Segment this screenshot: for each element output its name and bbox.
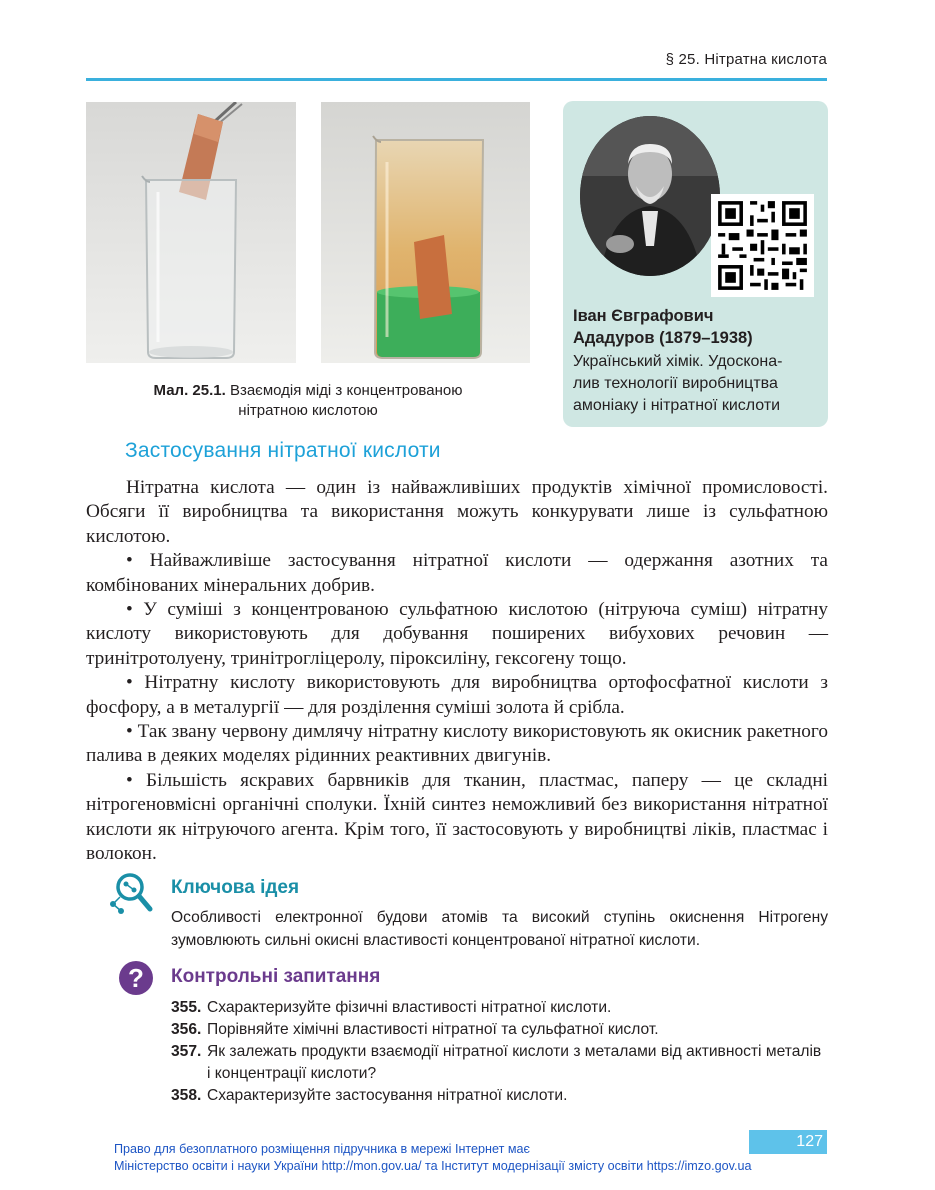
section-title: Застосування нітратної кислоти [125, 439, 441, 462]
figure-caption-text-line1: Взаємодія міді з концентрованою [229, 382, 463, 399]
figure-caption-text-line2: нітратною кислотою [238, 402, 378, 419]
running-head: § 25. Нітратна кислота [665, 51, 827, 68]
page-number: 127 [749, 1130, 827, 1154]
figure-caption-label: Мал. 25.1. [153, 382, 226, 399]
bio-name-line1: Іван Євграфович [573, 307, 714, 325]
question-number: 357. [171, 1043, 202, 1060]
questions-list [171, 997, 828, 1107]
paragraph: • Нітратну кислоту використовують для виробництва ортофосфатної кислоти з фосфору, а в металургії — для розділення суміші золота й срібла. [86, 672, 828, 718]
question-number: 356. [171, 1021, 202, 1038]
biography-box [563, 101, 828, 427]
paragraph: • Так звану червону димлячу нітратну кислоту використовують як окисник ракетного палива в деяких моделях рідинних реактивних двигунів. [86, 721, 828, 767]
photo-beaker-copper-reaction [321, 102, 530, 363]
figure-caption [86, 381, 530, 421]
key-idea-text: Особливості електронної будови атомів та високий ступінь окиснення Нітрогену зумовлюють сильні окисні властивості концентрованої нітратної кислоти. [171, 909, 828, 949]
bio-text-line: амоніаку і нітратної кислоти [573, 397, 781, 414]
question-item [171, 1041, 828, 1085]
question-item [171, 1019, 828, 1041]
question-item [171, 1085, 828, 1107]
question-item [171, 997, 828, 1019]
question-number: 358. [171, 1087, 202, 1104]
question-text: Як залежать продукти взаємодії нітратної кислоти з металами від активності металів і концентрації кислоти? [207, 1043, 822, 1082]
bio-name [573, 305, 823, 349]
footer-license [114, 1141, 751, 1175]
paragraph: • Найважливіше застосування нітратної кислоти — одержання азотних та комбінованих мінеральних добрив. [86, 550, 828, 596]
qr-code[interactable] [711, 194, 814, 297]
questions-title: Контрольні запитання [171, 966, 381, 987]
question-text: Схарактеризуйте фізичні властивості нітратної кислоти. [207, 999, 612, 1016]
photo-beaker-copper-before [86, 102, 296, 363]
body-text [86, 476, 828, 867]
paragraph: • У суміші з концентрованою сульфатною кислотою (нітруюча суміш) нітратну кислоту використовують для добування поширених вибухових речовин — тринітротолуену, тринітрогліцеролу, піроксиліну, гексогену тощо. [86, 599, 828, 669]
bio-description [573, 351, 828, 417]
key-idea-icon [108, 869, 154, 915]
header-rule [86, 78, 827, 81]
question-text: Порівняйте хімічні властивості нітратної та сульфатної кислот. [207, 1021, 659, 1038]
key-idea-title: Ключова ідея [171, 877, 300, 898]
paragraph: Нітратна кислота — один із найважливіших продуктів хімічної промисловості. Обсяги її виробництва та використання можуть конкурувати лише із сульфатною кислотою. [86, 477, 828, 547]
paragraph: • Більшість яскравих барвників для тканин, пластмас, паперу — це складні нітрогеновмісні органічні сполуки. Їхній синтез неможливий без використання нітратної кислоти як нітруючого агента. Крім того, її застосовують у виробництві ліків, пластмас і волокон. [86, 769, 828, 865]
bio-text-line: лив технології виробництва [573, 375, 778, 392]
question-text: Схарактеризуйте застосування нітратної кислоти. [207, 1087, 568, 1104]
bio-name-line2: Ададуров (1879–1938) [573, 329, 753, 347]
portrait-photo [580, 116, 720, 276]
footer-line2[interactable]: Міністерство освіти і науки України http://mon.gov.ua/ та Інститут модернізації змісту освіти https://imzo.gov.ua [114, 1159, 752, 1173]
footer-line1: Право для безоплатного розміщення підручника в мережі Інтернет має [114, 1142, 530, 1156]
question-number: 355. [171, 999, 202, 1016]
bio-text-line: Український хімік. Удоскона- [573, 353, 783, 370]
question-mark-icon: ? [119, 961, 153, 995]
